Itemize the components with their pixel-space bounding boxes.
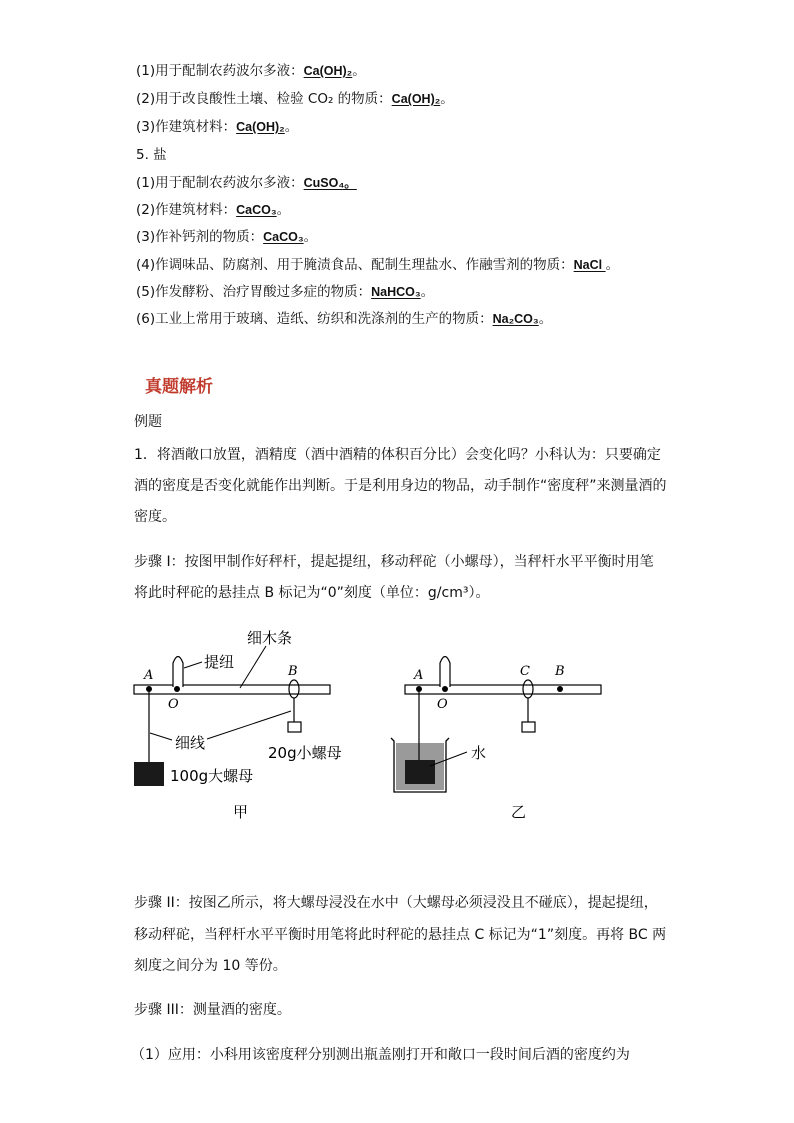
- small-nut: [288, 722, 301, 732]
- big-nut: [134, 762, 164, 786]
- item-suffix: 。: [352, 63, 366, 79]
- item-text: (1)用于配制农药波尔多液：: [136, 63, 304, 79]
- item-answer: CaCO₃: [236, 203, 277, 217]
- item-answer: Ca(OH)₂: [236, 120, 285, 134]
- step2-line-2: 移动秤砣，当秤杆水平平衡时用笔将此时秤砣的悬挂点 C 标记为“1”刻度。再将 BC 两: [134, 927, 667, 943]
- label-thread: 细线: [175, 734, 206, 752]
- label-c-right: C: [520, 664, 530, 679]
- item-suffix: 。: [605, 257, 620, 273]
- item-answer: Ca(OH)₂: [303, 64, 353, 78]
- figure-left: [134, 629, 342, 821]
- caption-jia: 甲: [233, 803, 249, 821]
- knob-loop: [173, 657, 183, 688]
- s5-item-1: [136, 174, 357, 192]
- label-big-nut: 100g大螺母: [170, 767, 254, 785]
- label-b: B: [288, 664, 298, 679]
- knob-loop-right: [440, 657, 450, 688]
- wooden-stick: [134, 685, 330, 694]
- item-answer: Na₂CO₃: [492, 312, 539, 326]
- small-nut-right: [522, 722, 535, 732]
- item-text: (6)工业上常用于玻璃、造纸、纺织和洗涤剂的生产的物质：: [136, 311, 493, 327]
- item-answer: NaHCO₃: [371, 285, 421, 299]
- question-line-2: 酒的密度是否变化就能作出判断。于是利用身边的物品，动手制作“密度秤”来测量酒的: [134, 478, 667, 494]
- item-answer: CuSO₄。: [303, 176, 357, 190]
- point-o: [174, 686, 180, 692]
- thread-leader: [150, 733, 172, 740]
- s5-item-6: [136, 310, 552, 328]
- application-line: （1）应用：小科用该密度秤分别测出瓶盖刚打开和敞口一段时间后酒的密度约为: [131, 1047, 630, 1063]
- section5-title: 5. 盐: [136, 147, 167, 163]
- item-suffix: 。: [284, 119, 299, 135]
- item-text: (2)作建筑材料：: [136, 202, 237, 218]
- big-nut-submerged: [405, 760, 435, 784]
- step2-line-3: 刻度之间分为 10 等份。: [134, 958, 287, 974]
- item-text: (2)用于改良酸性土壤、检验 CO₂ 的物质：: [136, 91, 392, 107]
- item-suffix: 。: [538, 311, 553, 327]
- label-a: A: [144, 668, 154, 683]
- step3-line: 步骤 III：测量酒的密度。: [134, 1002, 291, 1018]
- label-stick: 细木条: [247, 629, 293, 647]
- label-small-nut: 20g小螺母: [268, 744, 342, 762]
- s5-item-5: [136, 283, 434, 301]
- item-suffix: 。: [303, 229, 318, 245]
- item-text: (3)作建筑材料：: [136, 119, 237, 135]
- wooden-stick-right: [405, 685, 601, 694]
- item-suffix: 。: [276, 202, 291, 218]
- item-answer: NaCl: [573, 258, 606, 272]
- point-a: [146, 686, 152, 692]
- step2-line-1: 步骤 II：按图乙所示，将大螺母浸没在水中（大螺母必须浸没且不碰底），提起提纽，: [134, 895, 658, 911]
- knob-leader: [184, 662, 202, 668]
- thread-leader-2: [207, 711, 291, 739]
- label-knob: 提纽: [204, 653, 235, 671]
- s4-item-1: [136, 62, 366, 80]
- label-b-right: B: [555, 664, 565, 679]
- s5-item-2: [136, 201, 290, 219]
- point-b-right: [557, 686, 563, 692]
- point-a-right: [416, 686, 422, 692]
- question-line-1: 1．将酒敞口放置，酒精度（酒中酒精的体积百分比）会变化吗？小科认为：只要确定: [134, 447, 661, 463]
- item-text: (3)作补钙剂的物质：: [136, 229, 264, 245]
- label-o: O: [168, 697, 179, 712]
- item-suffix: 。: [420, 284, 435, 300]
- label-o-right: O: [437, 697, 448, 712]
- section-heading: 真题解析: [145, 377, 213, 397]
- item-suffix: 。: [440, 91, 454, 107]
- label-a-right: A: [414, 668, 424, 683]
- example-label: 例题: [134, 414, 162, 430]
- label-water: 水: [471, 744, 487, 762]
- point-o-right: [442, 686, 448, 692]
- item-answer: CaCO₃: [263, 230, 304, 244]
- item-text: (5)作发酵粉、治疗胃酸过多症的物质：: [136, 284, 372, 300]
- balance-figure: [0, 620, 794, 830]
- question-line-3: 密度。: [134, 509, 176, 525]
- stick-leader: [240, 646, 266, 688]
- s5-item-4: [136, 256, 619, 274]
- s4-item-2: [136, 90, 454, 108]
- s5-item-3: [136, 228, 317, 246]
- item-answer: Ca(OH)₂: [391, 92, 441, 106]
- step1-line-1: 步骤 I：按图甲制作好秤杆，提起提纽，移动秤砣（小螺母），当秤杆水平平衡时用笔: [134, 554, 654, 570]
- caption-yi: 乙: [511, 803, 527, 821]
- step1-line-2: 将此时秤砣的悬挂点 B 标记为“0”刻度（单位：g/cm³）。: [134, 585, 490, 601]
- item-text: (4)作调味品、防腐剂、用于腌渍食品、配制生理盐水、作融雪剂的物质：: [136, 257, 574, 273]
- s4-item-3: [136, 118, 298, 136]
- item-text: (1)用于配制农药波尔多液：: [136, 175, 304, 191]
- figure-right: [391, 657, 601, 822]
